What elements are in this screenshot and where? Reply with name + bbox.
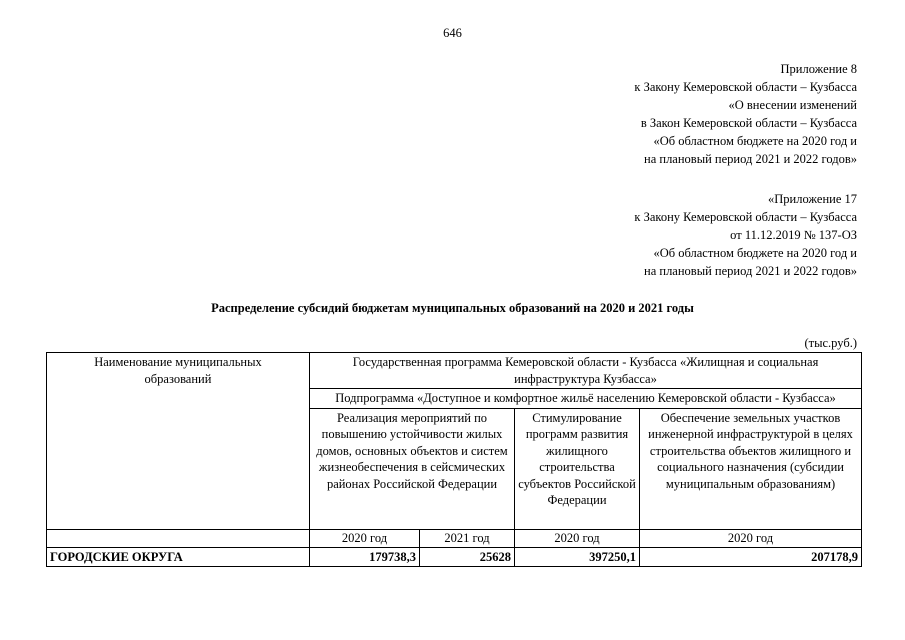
year-cell: 2021 год — [420, 529, 515, 547]
year-empty-cell — [47, 529, 310, 547]
document-title: Распределение субсидий бюджетам муниципальных образований на 2020 и 2021 годы — [211, 301, 694, 315]
appendix-8-line: Приложение 8 — [780, 62, 857, 76]
year-cell: 2020 год — [640, 529, 862, 547]
appendix-8-header — [634, 60, 857, 168]
subprogram-header: Подпрограмма «Доступное и комфортное жильё населению Кемеровской области - Кузбасса» — [310, 389, 862, 409]
appendix-8-line: в Закон Кемеровской области – Кузбасса — [640, 116, 857, 130]
measure-header-housing-stimulus: Стимулирование программ развития жилищного строительства субъектов Российской Федерации — [515, 408, 640, 529]
value-cell: 397250,1 — [515, 547, 640, 567]
units-label: (тыс.руб.) — [804, 336, 857, 350]
years-row — [47, 529, 862, 547]
appendix-8-line: на плановый период 2021 и 2022 годов» — [644, 152, 857, 166]
year-cell: 2020 год — [515, 529, 640, 547]
appendix-17-line: к Закону Кемеровской области – Кузбасса — [634, 210, 857, 224]
value-cell: 207178,9 — [640, 547, 862, 567]
appendix-17-line: «Приложение 17 — [768, 192, 857, 206]
measure-header-land-infrastructure: Обеспечение земельных участков инженерной инфраструктурой в целях строительства объектов жилищного и социального назначения (субсидии муниципальным образованиям) — [640, 408, 862, 529]
program-header: Государственная программа Кемеровской области - Кузбасса «Жилищная и социальная инфраструктура Кузбасса» — [310, 353, 862, 389]
appendix-8-line: «Об областном бюджете на 2020 год и — [653, 134, 857, 148]
appendix-8-line: к Закону Кемеровской области – Кузбасса — [634, 80, 857, 94]
appendix-8-line: «О внесении изменений — [728, 98, 857, 112]
appendix-17-header — [634, 190, 857, 280]
row-name-cell: ГОРОДСКИЕ ОКРУГА — [47, 547, 310, 567]
value-cell: 179738,3 — [310, 547, 420, 567]
appendix-17-line: «Об областном бюджете на 2020 год и — [653, 246, 857, 260]
subsidies-table — [46, 352, 862, 567]
appendix-17-line: от 11.12.2019 № 137-ОЗ — [730, 228, 857, 242]
year-cell: 2020 год — [310, 529, 420, 547]
value-cell: 25628 — [420, 547, 515, 567]
measure-header-seismic: Реализация мероприятий по повышению устойчивости жилых домов, основных объектов и систем жизнеобеспечения в сейсмических районах Российской Федерации — [310, 408, 515, 529]
table-header-row — [47, 353, 862, 389]
name-column-header: Наименование муниципальных образований — [47, 353, 310, 530]
table-row — [47, 547, 862, 567]
page-number: 646 — [443, 26, 462, 40]
appendix-17-line: на плановый период 2021 и 2022 годов» — [644, 264, 857, 278]
